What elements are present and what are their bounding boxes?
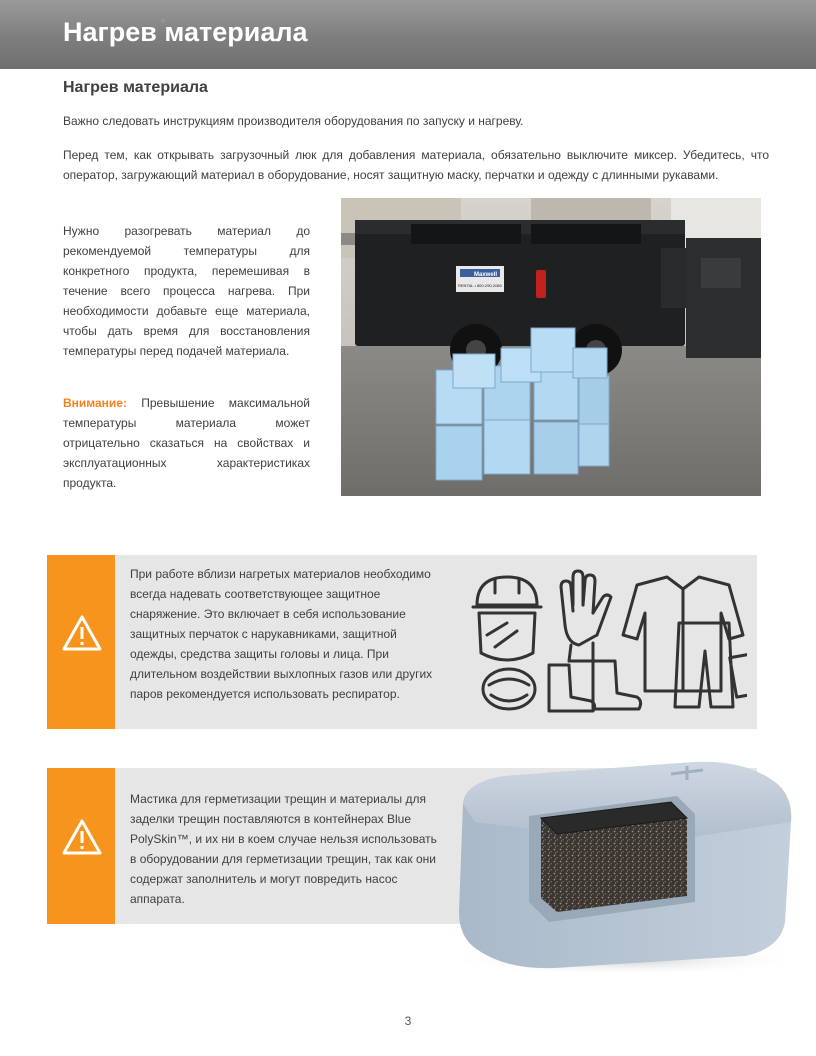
trailer-photo-illustration <box>341 198 761 496</box>
respirator-icon <box>483 669 535 709</box>
trailer-photo <box>341 198 761 496</box>
paragraph-warning <box>63 393 310 493</box>
paragraph-heating: Нужно разогревать материал до рекомендуемой температуры для конкретного продукта, перемешивая в течение всего процесса нагрева. При необходимости добавьте еще материала, чтобы дать время для восстановления температуры перед подачей материала. <box>63 224 310 358</box>
warning-triangle-icon <box>61 614 103 652</box>
warning-label: Внимание: <box>63 396 127 410</box>
container-callout-text: Мастика для герметизации трещин и материалы для заделки трещин поставляются в контейнерах Blue PolySkin™, и их ни в коем случае нельзя использовать в оборудовании для герметизации трещин, так как они содержат заполнитель и могут повредить насос аппарата. <box>130 792 437 906</box>
page-title: Нагрев материала <box>63 17 308 47</box>
helmet-icon <box>473 577 541 660</box>
boot-icon <box>549 661 641 711</box>
section-title: Нагрев материала <box>63 79 208 96</box>
ppe-icons <box>467 565 747 715</box>
warning-triangle-icon <box>61 818 103 856</box>
paragraph-instructions: Важно следовать инструкциям производителя оборудования по запуску и нагреву. <box>63 114 524 128</box>
page-number: 3 <box>404 1014 412 1028</box>
header-banner <box>0 0 816 69</box>
glove-icon <box>561 571 611 661</box>
ppe-callout <box>47 555 757 729</box>
warning-text: Превышение максимальной температуры материала может отрицательно сказаться на свойствах и эксплуатационных характеристиках продукта. <box>63 396 310 490</box>
jacket-icon <box>623 577 743 691</box>
ppe-callout-text: При работе вблизи нагретых материалов необходимо всегда надевать соответствующее защитное снаряжение. Это включает в себя использование защитных перчаток с нарукавниками, защитной одежды, средства защиты головы и лица. При длительном воздействии выхлопных газов или других паров рекомендуется использовать респиратор. <box>130 567 433 701</box>
trailer-rental-label: RENTAL • 800-290-2080 <box>458 283 502 288</box>
trailer-brand-label: Maxwell <box>474 272 498 278</box>
paragraph-safety: Перед тем, как открывать загрузочный люк для добавления материала, обязательно выключите миксер. Убедитесь, что оператор, загружающий материал в оборудование, носят защитную маску, перчатки и одежду с длинными рукавами. <box>63 148 769 182</box>
polyskin-container-image <box>445 752 795 977</box>
